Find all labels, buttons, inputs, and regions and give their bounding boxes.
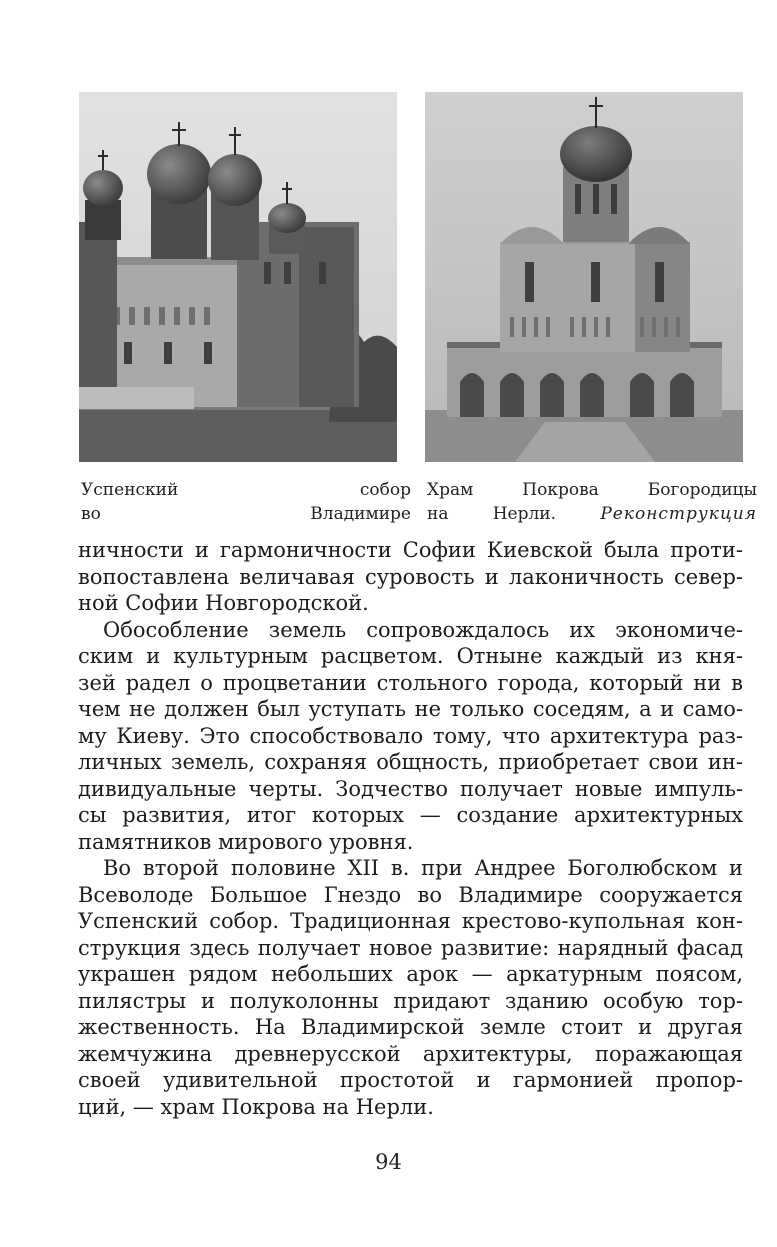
text-line: ничности и гармоничности Софии Киевской была проти- [78,538,743,562]
text-line: личных земель, сохраняя общность, приобретает свои ин- [78,750,743,774]
assumption-cathedral-illustration [79,92,397,462]
text-line: зей радел о процветании стольного города, который ни в [78,670,743,695]
figure-caption-right [427,478,757,526]
text-line: му Киеву. Это способствовало тому, что архитектура раз- [78,723,743,748]
text-line: ским и культурным расцветом. Отныне каждый из кня- [78,644,743,668]
caption-italic-note: Реконструкция [600,504,758,524]
caption-line: во Владимире [81,504,411,524]
figure-caption-left [81,478,411,526]
page-number: 94 [375,1150,402,1174]
text-line: дивидуальные черты. Зодчество получает новые импуль- [78,776,743,801]
caption-line [427,502,757,526]
text-line: струкция здесь получает новое развитие: нарядный фасад [78,935,743,960]
text-line: Во второй половине XII в. при Андрее Боголюбском и [103,856,743,880]
text-line: сы развития, итог которых — создание архитектурных [78,803,743,827]
paragraph [78,537,743,617]
body-text [78,537,743,1120]
text-line: жемчужина древнерусской архитектуры, поражающая [78,1041,743,1066]
text-line: Успенский собор. Традиционная крестово-купольная кон- [78,909,743,933]
intercession-church-illustration [425,92,743,462]
caption-text: на Нерли. [427,504,557,524]
text-line: ной Софии Новгородской. [78,591,369,615]
text-line: своей удивительной простотой и гармонией пропор- [78,1068,743,1092]
text-line: Обособление земель сопровождалось их экономиче- [103,617,743,642]
text-line: пилястры и полуколонны придают зданию особую тор- [78,988,743,1013]
text-line: чем не должен был уступать не только соседям, а и само- [78,697,743,721]
assumption-cathedral-photo [79,92,397,462]
text-line: памятников мирового уровня. [78,829,414,854]
caption-line: Храм Покрова Богородицы [427,480,757,500]
caption-line: Успенский собор [81,480,411,500]
text-line: Всеволоде Большое Гнездо во Владимире сооружается [78,882,743,907]
text-line: ций, — храм Покрова на Нерли. [78,1094,434,1119]
paragraph [78,855,743,1120]
text-line: вопоставлена величавая суровость и лаконичность север- [78,564,743,589]
text-line: украшен рядом небольших арок — аркатурным поясом, [78,962,743,986]
paragraph [78,617,743,856]
text-line: жественность. На Владимирской земле стоит и другая [78,1015,743,1039]
intercession-church-photo [425,92,743,462]
